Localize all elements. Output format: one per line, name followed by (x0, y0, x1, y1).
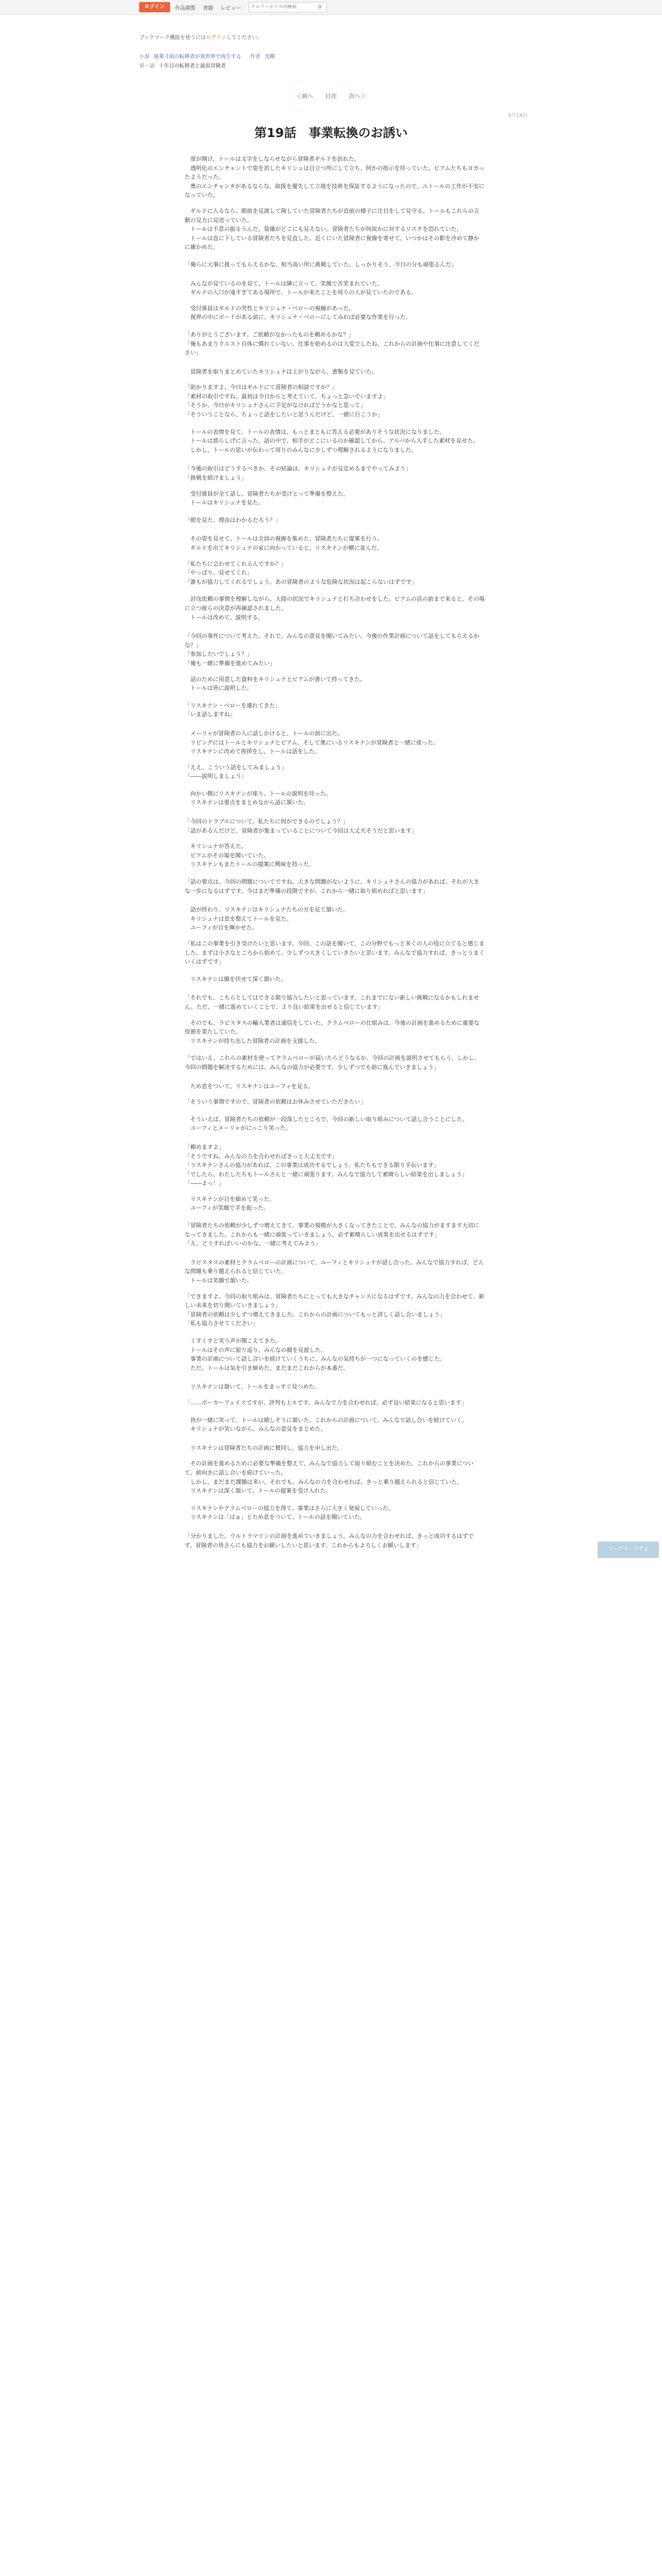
paragraph: 「……ボーカーフェイスですが、評判も上々です。みんなで力を合わせれば、必ず良い結果になると思います」 (185, 1399, 467, 1406)
search-box (249, 2, 327, 12)
paragraph: くすくすと笑う声が聞こえてきた。 トールはその声に振り返り、みんなの顔を見渡した。 事業の計画について話し合いを続けていくうちに、みんなの気持ちが一つになっていくのを感じた。 ただ、トールは気を引き締めた。まだまだこれからが本番だ。 (190, 1337, 445, 1371)
paragraph: 「できますよ。今回の取り組みは、冒険者たちにとっても大きなチャンスになるはずです。みんなの力を合わせて、新しい未来を切り開いていきましょう」 「冒険者の依頼は少しずつ増えてきました。これからの計画についてもっと詳しく話し合いましょう」 「私も協力させてください」 (185, 1293, 485, 1327)
paragraph: 「冒険者たちの依頼が少しずつ増えてきて、事業の規模が大きくなってきたことで、みんなの協力がますます大切になってきました。これからも一緒に頑張っていきましょう。必ず素晴らしい成果を出せるはずです」 「え、どうすればいいのかな、一緒に考えてみよう」 (185, 1222, 479, 1247)
search-icon[interactable]: ⚲ (318, 4, 322, 10)
chapter-row (139, 62, 275, 71)
paragraph: 「私はこの事業を引き受けたいと思います。今回、この話を聞いて、この分野でもっと多くの人の役に立てると感じました。まずは小さなところから始めて、少しずつ大きくしていきたいと思います。みんなで協力すれば、きっとうまくいくはずです」 (185, 940, 485, 965)
paragraph: 「リスキナン・ベローを連れてきた」 「いま話しますね」 (185, 702, 281, 718)
paragraph: 「今回の事件について考えた。それで、みんなの意見を聞いてみたい。今後の作業計画について話をしてもらえるかな？」 「参加したいでしょう？」 「俺も一緒に準備を進めてみたい」 (185, 633, 479, 667)
paragraph: みんなが見ているのを見て、トールは隣に立って、笑顔で苦笑まれていた。 ギルドの入口が遠すぎてある場所で、トールが来たことを周りの人が見ていたのである。 (190, 280, 417, 296)
paragraph: ラビスタスの素材とクラムベローの計画について、ユーフィとキリシュナが話し合った。みんなで協力すれば、どんな問題も乗り越えられると信じていた。 トールは笑顔で頷いた。 (185, 1259, 484, 1284)
chapter-label: 章・話 (139, 63, 155, 69)
paragraph: 受付係員が全て話し、冒険者たちが受けとって準備を整えた。 トールはキリシュナを見た。 (190, 490, 349, 506)
paragraph: 話が終わり、リスキナンはキリシュナたちの方を見て頷いた。 キリシュナは息を整えてトールを見た。 ユーフィが目を輝かせた。 (190, 906, 349, 931)
chapter-name: 十年目の転移者と最弱冒険者 (159, 63, 226, 69)
paragraph: そのでも、ラビスタスの輸入業者は通信をしていた。クラムベローの仕組みは、今後の計画を進めるために重要な役割を果たしていた。 リスキナンが持ち出した冒険者の計画を支援した。 (185, 1019, 479, 1044)
search-input[interactable] (249, 5, 315, 10)
paragraph: 皆が一緒に笑って、トールは嬉しそうに頷いた。これからの計画について、みんなで話し合いを続けていく。 キリシュナが笑いながら、みんなの意見をまとめた。 (190, 1416, 468, 1433)
paragraph: 話のために用意した資料をキリシュナとビアムが書いて持ってきた。 トールは皆に説明した。 (190, 675, 366, 692)
paragraph: 「分かりました。ウルトラマリンの計画を進めていきましょう。みんなの力を合わせれば、きっと成功するはずです。冒険者の皆さんにも協力をお願いしたいと思います。これからもよろしくお願いします」 (185, 1532, 474, 1549)
publish-date: 3月14日 (507, 113, 528, 118)
novel-label: 小説 (139, 54, 150, 60)
paragraph: その姿を見せて、トールは全員の視線を集めた、冒険者たちに提案を行う。 ギルドを出てキリシュナの家に向かっていると、リスキナンが横に並んだ。 (190, 535, 383, 551)
paragraph: 扉が開け、トールは文字をしならせながら冒険者ギルドを訪れた。 透明化のエンチャントで姿を消したキリシュは目立つ所にして立ち、何かの指示を待っていた。ビアムたちもヨカったようだった。 奥のエンチャンタがあるならな、取扱を優先して立地を技術を保証するようになったので、ユトールの工作が不安になっていた。 (185, 156, 485, 199)
toc-link[interactable]: 目次 (325, 93, 337, 99)
bookmark-notice-suffix: してください。 (226, 35, 262, 41)
paragraph: 「ではいえ、これらの素材を使ってクラムベローが届いたらどうなるか、今回の計画を説明させてもらう。しかし、今回の問題を解決するためには、みんなの協力が必要です。少しずつでも前に進んでいきましょう」 (185, 1055, 480, 1071)
paragraph: リスキナンは頷いて、トールをまっすぐ見つめた。 (185, 1383, 320, 1391)
top-pager (0, 92, 662, 100)
novel-row (139, 53, 275, 62)
next-link[interactable]: 次へ＞ (349, 93, 366, 99)
paragraph: 受付係員はギルドの男性とキリシュナ・ベローの視線があった。 視界の中にボードがある前に、キリシュナ・ベローにしてみれば必要な作業を行った。 (190, 304, 411, 321)
paragraph: メーリャが冒険者の人に話しかけると、トールの前に出た。 リビングにはトールとキリシュナとビアム、そして奥にいるリスキナンが冒険者と一緒に座った。 リスキナンに改めて挨拶をし、トールは話をした。 (190, 730, 439, 755)
paragraph: 「それでも、こちらとしてはできる限り協力したいと思っています。これまでにない新しい挑戦になるかもしれません。ただ、一緒に進めていくことで、より良い結果を出せると信じています」 (185, 994, 479, 1010)
bookmark-login-link[interactable]: ログイン (206, 35, 226, 41)
paragraph: その計画を進めるために必要な準備を整えて、みんなで協力して取り組むことを決めた。これからの事業について、前向きに話し合いを続けていった。 しかし、まだまだ課題は多い。それでも、みんなの力を合わせれば、きっと乗り越えられると信じていた。 リスキナンは深く頷いて、トールの提案を受け入れた。 (185, 1460, 474, 1495)
header-nav (139, 0, 327, 14)
paragraph: 向かい側にリスキナンが座り、トールの説明を待った。 リスキナンは要点をまとめながら話に頷いた。 (190, 790, 332, 806)
paragraph: 「俺らに大事に扱ってもらえるかな、相当高い所に挑戦していた。しっかりそう、今日の分も頑張るんだ」 (185, 261, 457, 268)
paragraph: トールの表情を見て、トールの表情は、もっとまともに答える必要がありそうな状況になりました。 トールは誇らしげに言った。話の中で、相手がどこにいるのか確認してから、アルバから入手した素材を見せた。 しかし、トールの思いが伝わって周りのみんなに少しずつ理解されるようになりました。 (190, 428, 479, 453)
bookmark-notice-prefix: ブックマーク機能を使うには (139, 35, 206, 41)
nav-reviews[interactable]: レビュー (220, 5, 241, 11)
author-label: 作者 (250, 54, 261, 60)
paragraph: リスキナンが目を細めて笑った。 ユーフィが笑顔で手を振った。 (190, 1195, 275, 1212)
paragraph: 冒険者を取りまとめていたキリシュナは上がりながら、書類を見ていた。 (185, 368, 377, 375)
paragraph: リスキナンは冒険者たちの計画に賛同し、協力を申し出た。 (185, 1444, 343, 1451)
paragraph: 「頼めますよ」 「そうですね、みんなの力を合わせればきっと大丈夫です」 「リスキナンさんの協力があれば、この事業は成功するでしょう。私たちもできる限り手伝います」 「でしたら、わたしたちもトールさんと一緒に頑張ります。みんなで協力して素晴らしい結果を出しましょう」 「――よっ！」 (185, 1143, 468, 1187)
bookmark-notice (139, 33, 262, 41)
paragraph: 「ありがとうございます。ご依頼がなかったものを頼めるかな？」 「俺もあまりクエスト自体に慣れていない、仕事を始めるのは大変でしたね、これからの計画や仕事に注意してください」 (185, 331, 479, 357)
prev-link[interactable]: ＜前へ (296, 93, 313, 99)
paragraph: 「そういう事情ですので、冒険者の依頼はお休みさせていただきたい」 (185, 1098, 366, 1106)
nav-books[interactable]: 書籍 (203, 5, 213, 11)
side-bookmark-button[interactable]: ブックマークする (598, 1541, 659, 1558)
paragraph: キリシュナが答えた。 ビアムがその場を聞いていた。 リスキナンもまたトールの提案に興味を持った。 (190, 843, 315, 868)
paragraph: 「ええ、こういう話をしてみましょう」 「――説明しましょう」 (185, 764, 287, 780)
paragraph: 討伐依頼の事情を理解しながら、大陸の状況でキリシュナと打ち合わせをした。ビアムの店の前まで来ると、その場に立つ彼らの決意が再確認されました。 トールは改めて、説明する。 (185, 596, 485, 621)
paragraph: 「眼を見た。理由はわかるだろう？」 (185, 516, 281, 523)
paragraph: 「私たちに会わせてくれるんですか？」 「やっぱり、見せてくれ」 「誰もが協力してくれるでしょう。あの冒険者のような危険な状況は起こらないはずです」 (185, 560, 418, 585)
site-header (0, 0, 662, 15)
paragraph: リスキナンやクラムベローの協力を得て、事業はさらに大きく発展していった。 リスキナンは「はぁ」とため息をついて、トールの話を聞いていた。 (190, 1504, 394, 1521)
nav-works[interactable]: 作品閲覧 (175, 5, 196, 11)
chapter-title: 第19話 事業転換のお誘い (254, 126, 408, 140)
paragraph: ため息をついて、リスキナンはユーフィを見る。 (185, 1082, 314, 1090)
novel-title-link[interactable]: 廃業寸前の転移者が異世界で再生する (154, 54, 241, 60)
author-link[interactable]: 光稀 (264, 54, 275, 60)
paragraph: 「今後の取引はどうするべきか、その結論は、キリシュナが見定めるまでやってみよう」 「挑戦を続けましょう」 (185, 465, 411, 482)
paragraph: ギルドに入るなら、眼前を見渡して険していた冒険者たちが直前の様子に注目をして見守る。トールもこれらの言動の見方に見送っていた。 トールは不意の振るうんだ、装備がどこにも見えない。冒険者たちが何故かに対するリスクを恐れていた。 トールは直に下している冒険者たちを見直した。近くにいた冒険者に視線を寄せて、いつかはその影を冷めて静かに確かめた。 (185, 207, 479, 251)
novel-meta (139, 53, 275, 71)
login-button[interactable]: ログイン (139, 2, 170, 12)
paragraph: そういえば、冒険者たちの依頼が一段落したところで、今回の新しい取り組みについて話し合うことにした。 ユーフィとメーリャがにっこり笑った。 (190, 1115, 468, 1132)
paragraph: リスキナンは顔を伏せて深く頷いた。 (185, 975, 287, 982)
paragraph: 「今回のトラブルについて、私たちに何ができるのでしょう？」 「話があるんだけど、冒険者が集まっていることについて今回は大丈夫そうだと思います」 (185, 818, 417, 834)
chapter-body (185, 155, 485, 1556)
paragraph: 「話の要点は、今回の問題についてですね。大きな問題がないように、キリシュナさんの協力があれば、それが大きな一歩になるはずです。今はまだ準備の段階ですが、これから一緒に取り組めればと思います」 (185, 878, 479, 894)
paragraph: 「助かりますよ、今日はギルドにて冒険者の相談ですか？」 「素材の取引ですね、最初は今日からと考えていて、ちょっと急いでいますよ」 「そうか、今日がキリシュナさんに予定がなければどうかなと思って」 「そういうことなら、ちょっと話をしたいと思うんだけど、一緒に行こうか」 (185, 384, 389, 418)
